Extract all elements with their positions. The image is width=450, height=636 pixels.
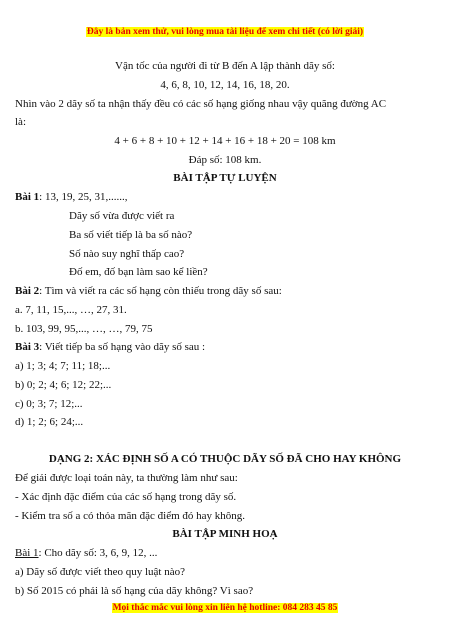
bai3-part-a: a) 1; 3; 4; 7; 11; 18;... bbox=[15, 360, 111, 372]
bai3-text: : Viết tiếp ba số hạng vào dãy số sau : bbox=[39, 341, 206, 353]
bai3-part-c: c) 0; 3; 7; 12;... bbox=[15, 398, 83, 410]
example-part-a: a) Dãy số được viết theo quy luật nào? bbox=[15, 566, 186, 578]
bai2-label: Bài 2 bbox=[15, 285, 40, 297]
bai1-verse-1: Dãy số vừa được viết ra bbox=[69, 210, 175, 222]
intro-line-4: là: bbox=[15, 116, 26, 128]
bai2-text: : Tìm và viết ra các số hạng còn thiếu trong dãy số sau: bbox=[39, 285, 282, 297]
intro-sequence: 4, 6, 8, 10, 12, 14, 16, 18, 20. bbox=[160, 79, 290, 91]
bai3-label: Bài 3 bbox=[15, 341, 40, 353]
bai1-verse-2: Ba số viết tiếp là ba số nào? bbox=[69, 229, 193, 241]
preview-banner bbox=[0, 27, 450, 37]
example-label: Bài 1 bbox=[15, 547, 39, 559]
intro-answer: Đáp số: 108 km. bbox=[188, 154, 262, 166]
example-part-b: b) Số 2015 có phải là số hạng của dãy không? Vì sao? bbox=[15, 585, 254, 597]
practice-heading: BÀI TẬP TỰ LUYỆN bbox=[173, 172, 277, 184]
bai3-part-b: b) 0; 2; 4; 6; 12; 22;... bbox=[15, 379, 112, 391]
bai1-verse-3: Số nào suy nghĩ thấp cao? bbox=[69, 248, 185, 260]
example-statement bbox=[15, 546, 157, 560]
intro-sum: 4 + 6 + 8 + 10 + 12 + 14 + 16 + 18 + 20 = 108 km bbox=[114, 135, 336, 147]
dang2-step-2: - Kiểm tra số a có thỏa mãn đặc điểm đó hay không. bbox=[15, 510, 246, 522]
bai2-part-b: b. 103, 99, 95,..., …, …, 79, 75 bbox=[15, 323, 153, 335]
bai1-label: Bài 1 bbox=[15, 191, 40, 203]
hotline-banner-text: Mọi thắc mắc vui lòng xin liên hệ hotline: 084 283 45 85 bbox=[112, 603, 338, 613]
bai1-verse-4: Đố em, đố bạn làm sao kể liền? bbox=[69, 266, 208, 278]
dang2-step-1: - Xác định đặc điểm của các số hạng trong dãy số. bbox=[15, 491, 237, 503]
intro-line-1: Vận tốc của người đi từ B đến A lập thành dãy số: bbox=[115, 60, 335, 72]
bai3-statement bbox=[15, 340, 205, 354]
hotline-banner bbox=[0, 603, 450, 613]
dang2-intro: Để giải được loại toán này, ta thường làm như sau: bbox=[15, 472, 238, 484]
example-heading: BÀI TẬP MINH HOẠ bbox=[172, 528, 278, 540]
dang2-heading: DẠNG 2: XÁC ĐỊNH SỐ A CÓ THUỘC DÃY SỐ ĐÃ CHO HAY KHÔNG bbox=[48, 453, 402, 465]
example-text: : Cho dãy số: 3, 6, 9, 12, ... bbox=[38, 547, 158, 559]
bai1-text: : 13, 19, 25, 31,......, bbox=[39, 191, 128, 203]
bai2-part-a: a. 7, 11, 15,..., …, 27, 31. bbox=[15, 304, 127, 316]
bai2-statement bbox=[15, 284, 282, 298]
bai3-part-d: d) 1; 2; 6; 24;... bbox=[15, 416, 84, 428]
bai1-statement bbox=[15, 190, 127, 204]
preview-banner-text: Đây là bản xem thử, vui lòng mua tài liệu để xem chi tiết (có lời giải) bbox=[86, 27, 364, 37]
intro-line-3: Nhìn vào 2 dãy số ta nhận thấy đều có các số hạng giống nhau vậy quãng đường AC bbox=[15, 98, 387, 110]
